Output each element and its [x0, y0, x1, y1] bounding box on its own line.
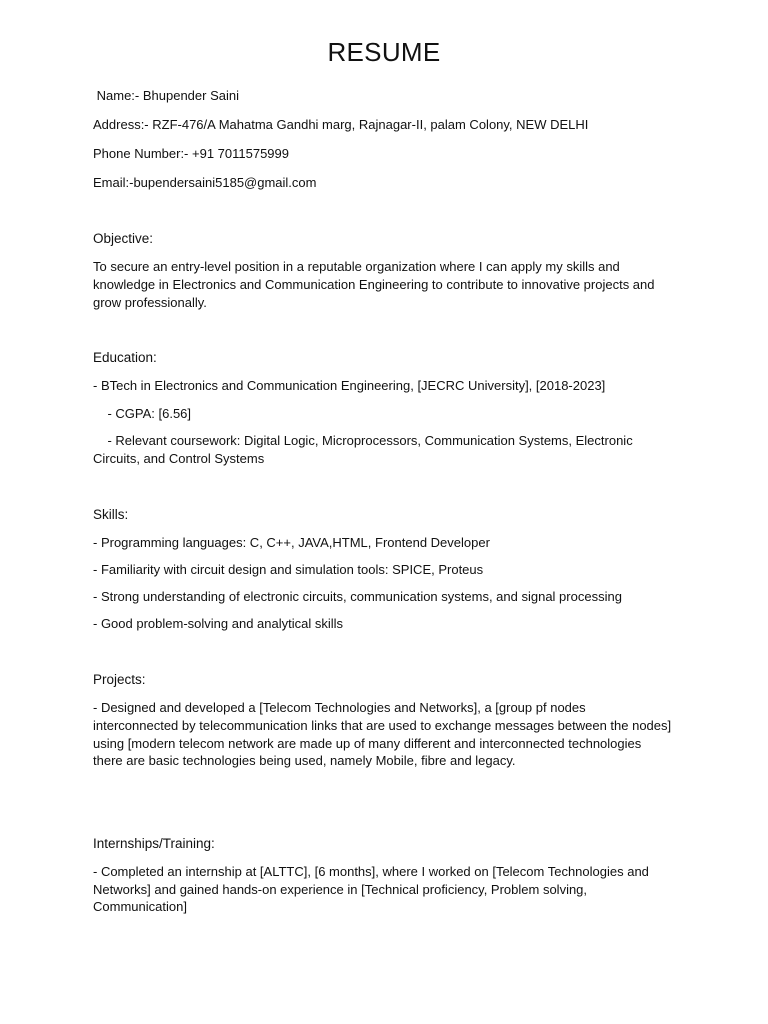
objective-text-line: To secure an entry-level position in a reputable organization where I can apply my skills and	[93, 259, 620, 274]
contact-email: Email:-bupendersaini5185@gmail.com	[93, 175, 317, 190]
resume-title: RESUME	[327, 37, 441, 67]
objective-text-line: grow professionally.	[93, 295, 207, 310]
contact-address: Address:- RZF-476/A Mahatma Gandhi marg, Rajnagar-II, palam Colony, NEW DELHI	[93, 117, 589, 132]
projects-text-line: interconnected by telecommunication links that are used to exchange messages between the nodes]	[93, 718, 672, 733]
projects-text-line: - Designed and developed a [Telecom Technologies and Networks], a [group pf nodes	[93, 700, 586, 715]
education-coursework-line: - Relevant coursework: Digital Logic, Microprocessors, Communication Systems, Electronic	[93, 433, 633, 448]
skills-item: - Good problem-solving and analytical skills	[93, 616, 344, 631]
skills-item: - Familiarity with circuit design and simulation tools: SPICE, Proteus	[93, 562, 484, 577]
projects-text-line: there are basic technologies being used, namely Mobile, fibre and legacy.	[93, 753, 516, 768]
education-cgpa: - CGPA: [6.56]	[93, 406, 192, 421]
internships-text-line: Communication]	[93, 899, 187, 914]
objective-text-line: knowledge in Electronics and Communication Engineering to contribute to innovative projects and	[93, 277, 655, 292]
objective-heading: Objective:	[93, 231, 154, 246]
education-coursework-line: Circuits, and Control Systems	[93, 451, 265, 466]
skills-item: - Strong understanding of electronic circuits, communication systems, and signal processing	[93, 589, 622, 604]
internships-text-line: - Completed an internship at [ALTTC], [6 months], where I worked on [Telecom Technologies and	[93, 864, 649, 879]
internships-text-line: Networks] and gained hands-on experience in [Technical proficiency, Problem solving,	[93, 882, 588, 897]
education-heading: Education:	[93, 350, 157, 365]
projects-heading: Projects:	[93, 672, 146, 687]
projects-text-line: using [modern telecom network are made up of many different and interconnected technologies	[93, 736, 642, 751]
skills-item: - Programming languages: C, C++, JAVA,HTML, Frontend Developer	[93, 535, 490, 550]
skills-heading: Skills:	[93, 507, 129, 522]
internships-heading: Internships/Training:	[93, 836, 215, 851]
education-degree: - BTech in Electronics and Communication Engineering, [JECRC University], [2018-2023]	[93, 378, 606, 393]
contact-phone: Phone Number:- +91 7011575999	[93, 146, 289, 161]
contact-name: Name:- Bhupender Saini	[93, 88, 239, 103]
